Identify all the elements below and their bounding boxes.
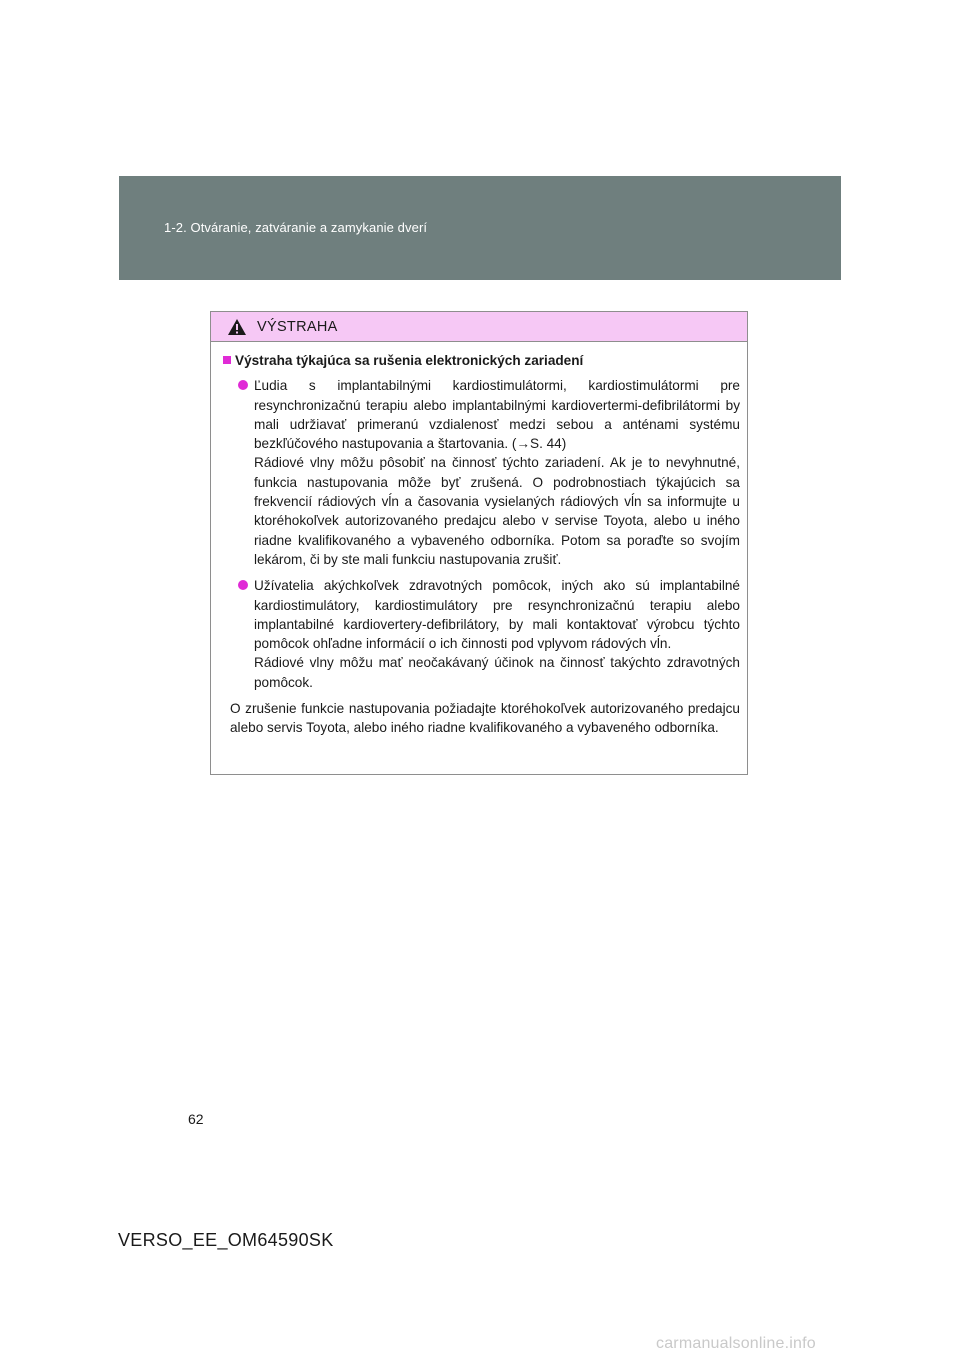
list-item-text: Užívatelia akýchkoľvek zdravotných pomôcok, iných ako sú implantabilné kardiostimulátory, kardiostimulátory pre resynchronizačnú terapiu alebo implantabilné kardiovertery-defibrilátory, by mali kontaktovať výrobcu týchto pomôcok ohľadne informácií o ich činnosti pod vplyvom rádových vĺn. [254, 578, 740, 652]
section-header-band [119, 176, 841, 280]
list-item [223, 376, 740, 569]
dot-bullet-icon [238, 580, 248, 590]
closing-paragraph: O zrušenie funkcie nastupovania požiadajte ktoréhokoľvek autorizovaného predajcu alebo servis Toyota, alebo iného riadne kvalifikovaného a vybaveného odborníka. [230, 701, 740, 736]
list-item-text-continued: Rádiové vlny môžu mať neočakávaný účinok na činnosť takýchto zdravotných pomôcok. [254, 655, 740, 690]
section-title: 1-2. Otváranie, zatváranie a zamykanie dverí [164, 220, 428, 235]
list-item [223, 576, 740, 692]
warning-heading [223, 351, 740, 370]
warning-header [211, 312, 747, 342]
warning-title: VÝSTRAHA [257, 319, 338, 335]
dot-bullet-icon [238, 380, 248, 390]
warning-box [210, 311, 748, 775]
page-number: 62 [188, 1111, 204, 1127]
document-code: VERSO_EE_OM64590SK [118, 1230, 334, 1250]
warning-heading-text: Výstraha týkajúca sa rušenia elektronických zariadení [235, 353, 584, 368]
list-item-text-continued: Rádiové vlny môžu pôsobiť na činnosť týchto zariadení. Ak je to nevyhnutné, funkcia nastupovania môže byť zrušená. O podrobnostiach týkajúcich sa frekvencií rádiových vĺn a časovania vysielaných rádiových vĺn sa informujte u ktoréhokoľvek autorizovaného predajcu alebo v servise Toyota, alebo u iného riadne kvalifikovaného a vybaveného odborníka. Potom sa poraďte so svojím lekárom, či by ste mali funkciu nastupovania zrušiť. [254, 455, 740, 567]
list-item-text: Ľudia s implantabilnými kardiostimulátormi, kardiostimulátormi pre resynchronizačnú terapiu alebo implantabilnými kardiovertermi-defibrilátormi by mali udržiavať primeranú vzdialenosť medzi sebou a anténami systému bezkľúčového nastupovania a štartovania. (→S. 44) [254, 378, 740, 452]
watermark: carmanualsonline.info [656, 1335, 816, 1352]
square-bullet-icon [223, 356, 231, 364]
warning-triangle-icon [227, 318, 247, 336]
warning-body [211, 342, 747, 738]
